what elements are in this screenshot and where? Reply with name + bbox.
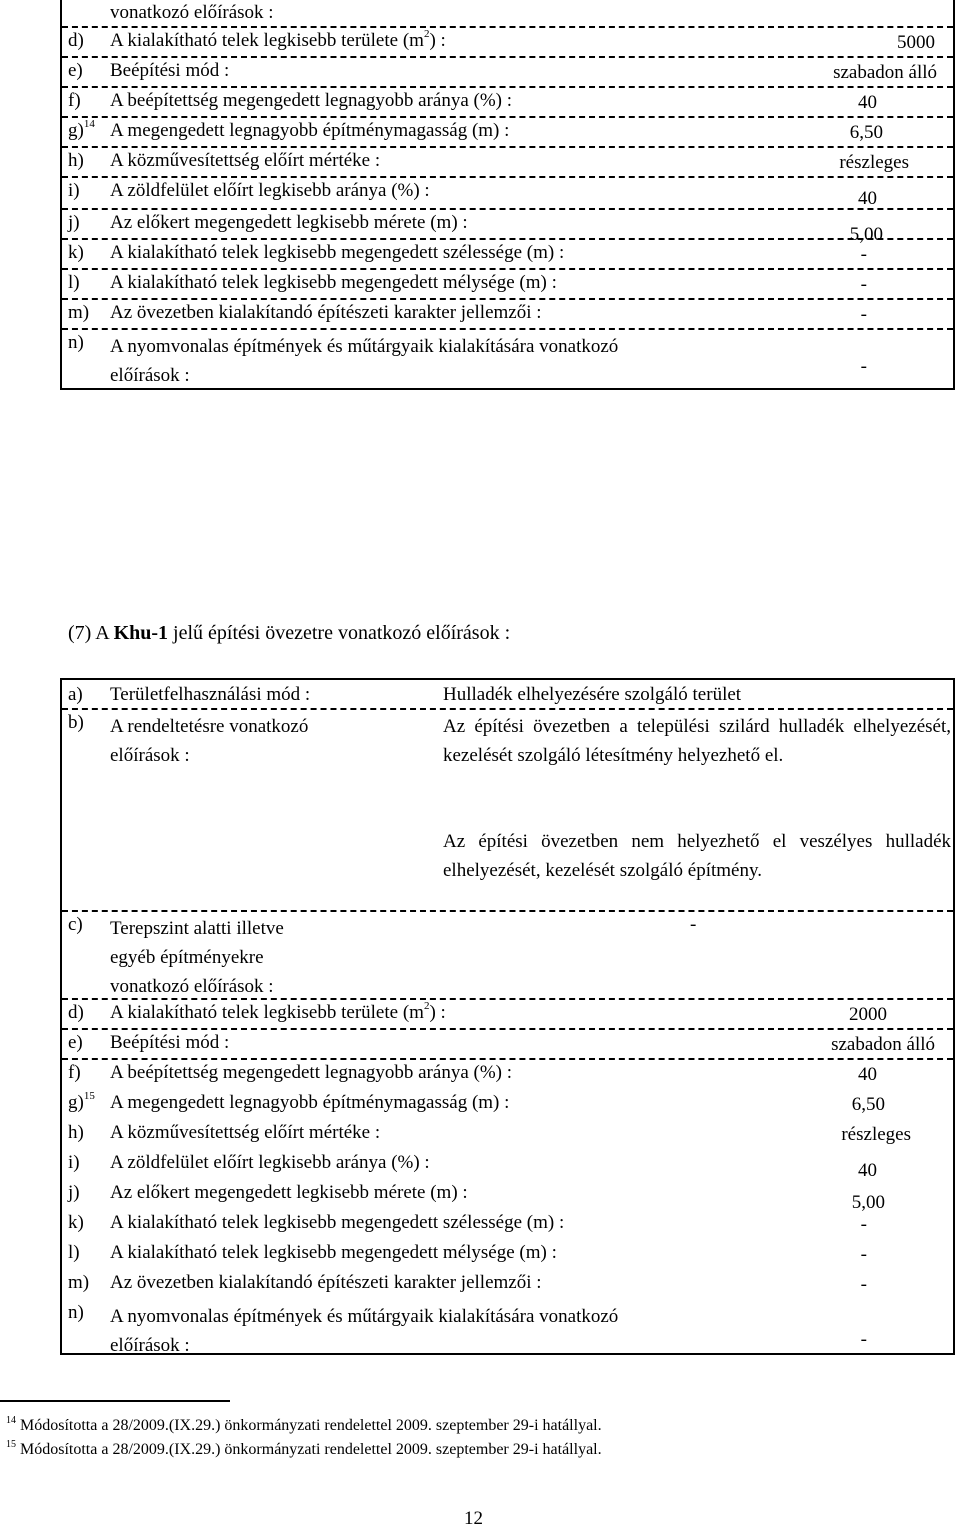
row-letter: j) bbox=[68, 1182, 80, 1203]
row-value: részleges bbox=[841, 1124, 911, 1145]
row-label: A beépítettség megengedett legnagyobb aránya (%) : bbox=[110, 90, 513, 111]
row-letter: a) bbox=[68, 684, 83, 705]
row-value: - bbox=[860, 274, 867, 295]
row-label: A nyomvonalas építmények és műtárgyaik kialakítására vonatkozó előírások : bbox=[110, 336, 619, 386]
row-value: 2000 bbox=[849, 1004, 887, 1025]
usage-description bbox=[443, 712, 951, 770]
requirements-table-continued bbox=[60, 0, 955, 390]
row-letter: f) bbox=[68, 90, 81, 111]
table-row bbox=[62, 270, 953, 300]
row-letter: j) bbox=[68, 212, 80, 233]
row-letter: e) bbox=[68, 1032, 83, 1053]
row-value: 5,00 bbox=[849, 224, 883, 245]
table-row bbox=[62, 1210, 953, 1238]
row-value: 40 bbox=[858, 92, 877, 113]
section-heading: (7) A Khu-1 jelű építési övezetre vonatkozó előírások : bbox=[68, 622, 511, 644]
table-row bbox=[62, 240, 953, 270]
table-row bbox=[62, 912, 953, 1000]
row-label: Beépítési mód : bbox=[110, 1032, 230, 1053]
table-row bbox=[62, 210, 953, 245]
row-letter: e) bbox=[68, 60, 83, 81]
row-letter: n) bbox=[68, 332, 84, 353]
table-row bbox=[62, 1000, 953, 1030]
row-label: A kialakítható telek legkisebb megengedett szélessége (m) : bbox=[110, 1212, 565, 1233]
usage-paragraph: Az építési övezetben nem helyezhető el veszélyes hulladék elhelyezését, kezelését szolgáló építmény. bbox=[443, 831, 951, 881]
row-label: Beépítési mód : bbox=[110, 60, 230, 81]
table-row bbox=[62, 1150, 953, 1181]
row-label: A kialakítható telek legkisebb területe $(m^2)$ : bbox=[110, 28, 446, 51]
row-label: A rendeltetésre vonatkozó előírások : bbox=[110, 716, 309, 766]
row-value: részleges bbox=[839, 152, 909, 173]
table-row bbox=[62, 58, 953, 88]
row-value: - bbox=[860, 304, 867, 325]
row-value: 5,00 bbox=[851, 1192, 885, 1213]
row-label: Az övezetben kialakítandó építészeti karakter jellemzői : bbox=[110, 302, 542, 323]
row-value: - bbox=[860, 356, 867, 377]
row-label: A közművesítettség előírt mértéke : bbox=[110, 1122, 381, 1143]
row-value: 5000 bbox=[897, 32, 935, 53]
row-label: vonatkozó előírások : bbox=[110, 2, 274, 23]
row-value: 6,50 bbox=[851, 1094, 885, 1115]
row-label: A megengedett legnagyobb építménymagasság (m) : bbox=[110, 1092, 510, 1113]
row-letter: d) bbox=[68, 30, 84, 51]
table-row bbox=[62, 1300, 953, 1355]
footnote: $^{15}$ Módosította a 28/2009.(IX.29.) önkormányzati rendelettel 2009. szeptember 29-i hatállyal. bbox=[6, 1439, 602, 1458]
row-label: A kialakítható telek legkisebb megengedett szélessége (m) : bbox=[110, 242, 565, 263]
table-row bbox=[62, 1030, 953, 1060]
row-letter: h) bbox=[68, 1122, 84, 1143]
row-label: Az előkert megengedett legkisebb mérete (m) : bbox=[110, 1182, 468, 1203]
usage-restriction bbox=[443, 827, 951, 885]
row-letter: n) bbox=[68, 1302, 84, 1323]
row-letter: f) bbox=[68, 1062, 81, 1083]
row-label: A beépítettség megengedett legnagyobb aránya (%) : bbox=[110, 1062, 513, 1083]
requirements-table-khu1 bbox=[60, 678, 955, 1355]
row-letter: k) bbox=[68, 242, 84, 263]
land-use-value: Hulladék elhelyezésére szolgáló terület bbox=[443, 684, 742, 705]
table-row bbox=[62, 118, 953, 148]
row-letter: m) bbox=[68, 1272, 90, 1293]
footnote: $^{14}$ Módosította a 28/2009.(IX.29.) önkormányzati rendelettel 2009. szeptember 29-i hatállyal. bbox=[6, 1415, 602, 1434]
row-value: - bbox=[690, 914, 697, 935]
row-letter: i) bbox=[68, 1152, 80, 1173]
row-letter: m) bbox=[68, 302, 90, 323]
row-letter: c) bbox=[68, 914, 83, 935]
footnote-separator bbox=[0, 1400, 230, 1402]
row-letter: h) bbox=[68, 150, 84, 171]
row-label: A kialakítható telek legkisebb megengedett mélysége (m) : bbox=[110, 1242, 557, 1263]
row-label: Az előkert megengedett legkisebb mérete (m) : bbox=[110, 212, 468, 233]
table-row bbox=[62, 28, 953, 58]
row-label: A kialakítható telek legkisebb területe $(m^2)$ : bbox=[110, 1000, 446, 1023]
row-value: - bbox=[860, 1244, 867, 1265]
table-row bbox=[62, 0, 953, 28]
table-row bbox=[62, 148, 953, 178]
page-number: 12 bbox=[464, 1508, 483, 1529]
row-label: Területfelhasználási mód : bbox=[110, 684, 311, 705]
row-value: - bbox=[860, 1214, 867, 1235]
row-value: 40 bbox=[858, 1064, 877, 1085]
row-letter: i) bbox=[68, 180, 80, 201]
row-value: szabadon álló bbox=[831, 1034, 935, 1055]
row-letter: l) bbox=[68, 1242, 80, 1263]
row-value: - bbox=[860, 1274, 867, 1295]
row-value: - bbox=[860, 1329, 867, 1350]
table-row bbox=[62, 1180, 953, 1213]
table-row bbox=[62, 1270, 953, 1298]
row-letter: b) bbox=[68, 712, 84, 733]
row-letter: d) bbox=[68, 1002, 84, 1023]
table-row bbox=[62, 1090, 953, 1118]
table-row bbox=[62, 178, 953, 210]
row-letter: l) bbox=[68, 272, 80, 293]
row-value: - bbox=[860, 244, 867, 265]
table-row bbox=[62, 710, 953, 912]
row-label: A kialakítható telek legkisebb megengedett mélysége (m) : bbox=[110, 272, 557, 293]
row-label: Az övezetben kialakítandó építészeti karakter jellemzői : bbox=[110, 1272, 542, 1293]
table-row bbox=[62, 300, 953, 330]
table-row bbox=[62, 682, 953, 710]
usage-paragraph: Az építési övezetben a települési szilárd hulladék elhelyezését, kezelését szolgáló létesítmény helyezhető el. bbox=[443, 716, 951, 766]
row-label: A közművesítettség előírt mértéke : bbox=[110, 150, 381, 171]
row-letter: g)$^{14}$ bbox=[68, 118, 95, 141]
row-value: 40 bbox=[858, 1160, 877, 1181]
row-value: szabadon álló bbox=[833, 62, 937, 83]
row-label: Terepszint alatti illetve egyéb építményekre vonatkozó előírások : bbox=[110, 918, 284, 997]
table-row bbox=[62, 88, 953, 118]
table-row bbox=[62, 1240, 953, 1268]
row-label: A nyomvonalas építmények és műtárgyaik kialakítására vonatkozó előírások : bbox=[110, 1306, 619, 1356]
row-value: 40 bbox=[858, 188, 877, 209]
table-row bbox=[62, 1060, 953, 1088]
table-row bbox=[62, 1120, 953, 1148]
row-label: A megengedett legnagyobb építménymagasság (m) : bbox=[110, 120, 510, 141]
row-label: A zöldfelület előírt legkisebb aránya (%) : bbox=[110, 180, 430, 201]
row-letter: g)$^{15}$ bbox=[68, 1090, 95, 1113]
row-label: A zöldfelület előírt legkisebb aránya (%) : bbox=[110, 1152, 430, 1173]
row-letter: k) bbox=[68, 1212, 84, 1233]
row-value: 6,50 bbox=[849, 122, 883, 143]
table-row bbox=[62, 330, 953, 388]
